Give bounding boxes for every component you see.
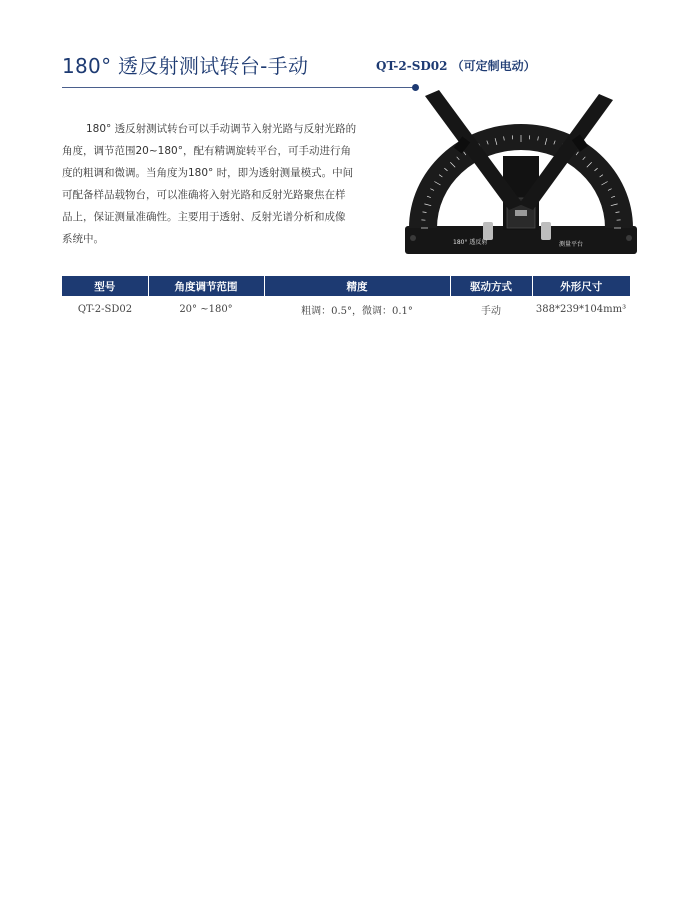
description-line: 可配备样品载物台，可以准确将入射光路和反射光路聚焦在样 (62, 189, 346, 201)
cell-model: QT-2-SD02 (77, 303, 133, 315)
device-label-right: 测量平台 (559, 241, 584, 248)
page-title: 180° 透反射测试转台-手动 (62, 54, 309, 78)
column-header-model: 型号 (62, 276, 148, 296)
column-header-precision: 精度 (264, 276, 450, 296)
title-underline (62, 87, 416, 88)
cell-drive: 手动 (481, 305, 501, 317)
description-line: 角度，调节范围20~180°，配有精调旋转平台，可手动进行角 (62, 145, 351, 157)
column-header-angle-range: 角度调节范围 (148, 276, 264, 296)
page-header (62, 50, 632, 78)
product-description (62, 118, 378, 250)
knob-left (483, 222, 493, 240)
spec-table (62, 276, 630, 322)
product-photo (395, 86, 645, 262)
cell-precision: 粗调：0.5°，微调：0.1° (301, 305, 413, 317)
table-header-row (62, 276, 630, 296)
column-header-dimensions: 外形尺寸 (532, 276, 630, 296)
cell-dimensions: 388*239*104mm³ (535, 303, 627, 315)
model-tag: QT-2-SD02 （可定制电动） (376, 59, 536, 73)
knob-right (541, 222, 551, 240)
description-line: 度的粗调和微调。当角度为180° 时，即为透射测量模式。中间 (62, 167, 354, 179)
device-base (405, 226, 637, 254)
column-header-drive: 驱动方式 (450, 276, 532, 296)
device-label-left: 180° 透反射 (453, 239, 488, 246)
description-line: 品上，保证测量准确性。主要用于透射、反射光谱分析和成像 (62, 211, 346, 223)
description-line: 系统中。 (62, 233, 104, 245)
description-line: 180° 透反射测试转台可以手动调节入射光路与反射光路的 (86, 123, 357, 135)
knob-top (515, 210, 527, 216)
table-row (62, 296, 630, 322)
cell-angle-range: 20° ~180° (179, 303, 233, 315)
